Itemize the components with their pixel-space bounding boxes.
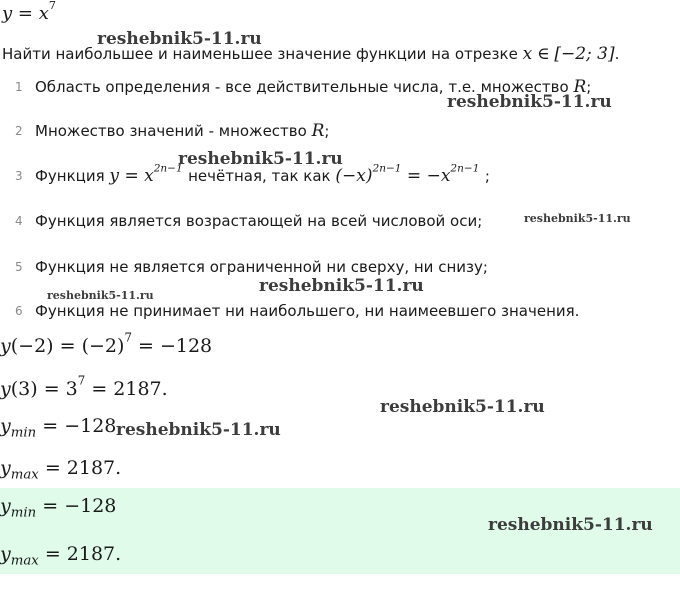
calc-1-result: −128 <box>159 335 213 357</box>
step-number: 4 <box>15 214 23 228</box>
step-number: 5 <box>15 260 23 274</box>
step-text: Функция не является ограниченной ни сверху, ни снизу; <box>35 258 488 276</box>
step-1-math: R <box>573 77 587 97</box>
calc-2-arg: (3) <box>10 378 38 400</box>
calc-4-sub: max <box>10 467 39 483</box>
step-2-end: ; <box>324 122 330 140</box>
step-3-exp: 2n−1 <box>153 162 183 175</box>
watermark: reshebnik5-11.ru <box>178 149 343 169</box>
calc-2-eq2: = <box>91 378 108 400</box>
step-number: 1 <box>15 80 23 94</box>
calc-4-eq: = <box>44 457 61 479</box>
step-3-identity <box>335 162 484 186</box>
calc-1-exp: 7 <box>124 330 132 345</box>
step-3-eq2: = <box>406 166 422 186</box>
step-3-formula <box>109 162 188 186</box>
calc-2-result: 2187. <box>113 378 168 400</box>
answer-min-eq: = <box>42 495 59 517</box>
step-2-math: R <box>311 121 325 141</box>
watermark: reshebnik5-11.ru <box>259 276 424 296</box>
task-end: . <box>614 45 620 63</box>
calc-3-sub: min <box>10 425 37 441</box>
step-1-end: ; <box>586 78 592 96</box>
answer-min <box>0 494 117 521</box>
calc-3-eq: = <box>42 415 59 437</box>
calc-line-2 <box>0 373 168 401</box>
watermark: reshebnik5-11.ru <box>116 420 281 440</box>
calc-1-arg: (−2) <box>10 335 54 357</box>
calc-3-y: y <box>0 415 11 437</box>
calc-1-eq2: = <box>137 335 154 357</box>
step-3-prefix: Функция <box>35 167 105 185</box>
task-in: ∈ <box>536 44 550 64</box>
calc-4-y: y <box>0 457 11 479</box>
answer-max-y: y <box>0 543 11 565</box>
calc-1-y: y <box>0 335 11 357</box>
step-3-rhs-exp: 2n−1 <box>450 162 480 175</box>
calc-2-base: 3 <box>65 378 78 400</box>
watermark: reshebnik5-11.ru <box>47 289 154 302</box>
answer-max-eq: = <box>44 543 61 565</box>
step-number: 3 <box>15 169 23 183</box>
header-x: x <box>38 3 49 24</box>
step-1-text: Область определения - все действительные числа, т.е. множество <box>35 78 569 96</box>
watermark: reshebnik5-11.ru <box>97 29 262 49</box>
step-3-end: ; <box>484 167 490 185</box>
watermark: reshebnik5-11.ru <box>447 92 612 112</box>
answer-max-value: 2187. <box>66 543 122 565</box>
watermark: reshebnik5-11.ru <box>488 515 653 535</box>
header-eq: = <box>17 3 33 24</box>
step-3-x: x <box>144 166 154 186</box>
task-statement <box>2 42 619 66</box>
calc-2-eq1: = <box>43 378 60 400</box>
calc-line-1 <box>0 330 213 358</box>
header-y: y <box>2 3 13 24</box>
calc-2-exp: 7 <box>77 373 86 388</box>
answer-max-sub: max <box>10 553 39 569</box>
header-formula <box>2 2 56 26</box>
calc-1-eq1: = <box>59 335 76 357</box>
step-3-y: y <box>109 166 120 186</box>
step-2-text: Множество значений - множество <box>35 122 307 140</box>
step-3-lhs: (−x) <box>335 166 373 186</box>
task-text: Найти наибольшее и наименьшее значение функции на отрезке <box>2 45 518 63</box>
step-3-middle: нечётная, так как <box>188 167 331 185</box>
task-var: x <box>522 44 533 64</box>
step-3-lhs-exp: 2n−1 <box>372 162 402 175</box>
step-text: Функция является возрастающей на всей числовой оси; <box>35 212 483 230</box>
calc-line-4 <box>0 456 122 483</box>
watermark: reshebnik5-11.ru <box>380 397 545 417</box>
calc-2-y: y <box>0 378 11 400</box>
step-number: 6 <box>15 304 23 318</box>
step-text: Функция не принимает ни наибольшего, ни наимеевшего значения. <box>35 302 580 320</box>
calc-4-value: 2187. <box>66 457 122 479</box>
step-3-rhs: −x <box>426 166 451 186</box>
header-exp: 7 <box>48 0 56 12</box>
answer-min-y: y <box>0 495 11 517</box>
calc-line-3 <box>0 414 117 441</box>
calc-1-base: (−2) <box>81 335 125 357</box>
step-text <box>35 119 329 143</box>
watermark: reshebnik5-11.ru <box>524 212 631 225</box>
answer-max <box>0 542 122 569</box>
calc-3-value: −128 <box>64 415 117 437</box>
answer-min-value: −128 <box>64 495 117 517</box>
task-interval: [−2; 3] <box>554 44 615 64</box>
step-number: 2 <box>15 124 23 138</box>
step-3-eq1: = <box>124 166 139 186</box>
answer-min-sub: min <box>10 505 37 521</box>
